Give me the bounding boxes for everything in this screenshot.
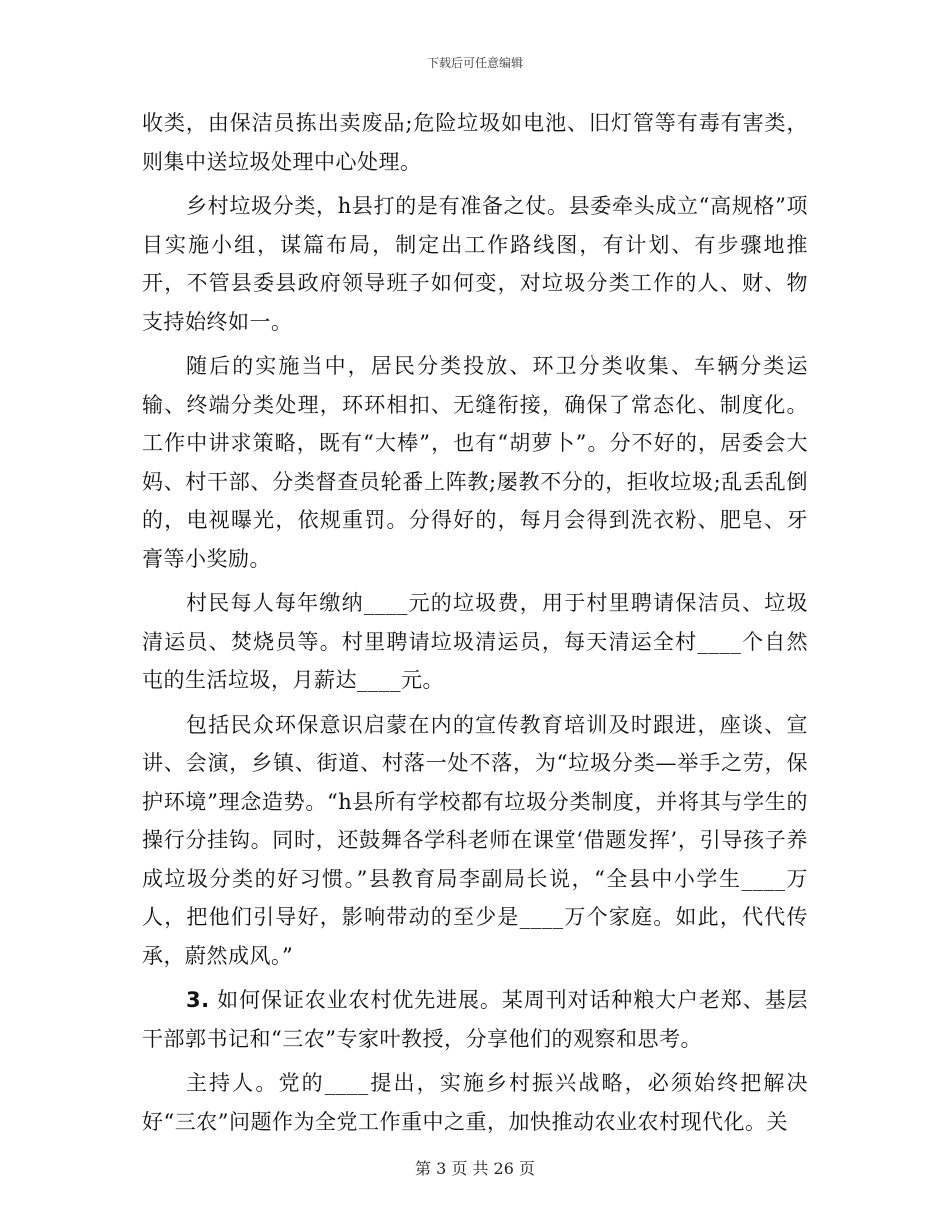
paragraph: 收类，由保洁员拣出卖废品;危险垃圾如电池、旧灯管等有毒有害类，则集中送垃圾处理中心处理。 (142, 111, 808, 174)
paragraph: 村民每人每年缴纳____元的垃圾费，用于村里聘请保洁员、垃圾清运员、焚烧员等。村里聘请垃圾清运员，每天清运全村____个自然屯的生活垃圾，月薪达____元。 (142, 591, 808, 692)
paragraph: 包括民众环保意识启蒙在内的宣传教育培训及时跟进，座谈、宣讲、会演，乡镇、街道、村落一处不落，为“垃圾分类—举手之劳，保护环境”理念造势。“h县所有学校都有垃圾分类制度，并将其与学生的操行分挂钩。同时，还鼓舞各学科老师在课堂‘借题发挥’，引导孩子养成垃圾分类的好习惯。”县教育局李副局长说，“全县中小学生____万人，把他们引导好，影响带动的至少是____万个家庭。如此，代代传承，蔚然成风。” (142, 712, 808, 968)
paragraph: 主持人。党的____提出，实施乡村振兴战略，必须始终把解决好“三农”问题作为全党工作重中之重，加快推动农业农村现代化。关 (142, 1071, 808, 1134)
section-heading-text: 如何保证农业农村优先进展。某周刊对话种粮大户老郑、基层干部郭书记和“三农”专家叶教授，分享他们的观察和思考。 (142, 988, 808, 1051)
section-number: 3. (186, 988, 210, 1012)
paragraph: 乡村垃圾分类，h县打的是有准备之仗。县委牵头成立“高规格”项目实施小组，谋篇布局，制定出工作路线图，有计划、有步骤地推开，不管县委县政府领导班子如何变，对垃圾分类工作的人、财、物支持始终如一。 (142, 194, 808, 334)
section-heading-paragraph (142, 981, 808, 1058)
paragraph: 随后的实施当中，居民分类投放、环卫分类收集、车辆分类运输、终端分类处理，环环相扣、无缝衔接，确保了常态化、制度化。工作中讲求策略，既有“大棒”，也有“胡萝卜”。分不好的，居委会大妈、村干部、分类督查员轮番上阵教;屡教不分的，拒收垃圾;乱丢乱倒的，电视曝光，依规重罚。分得好的，每月会得到洗衣粉、肥皂、牙膏等小奖励。 (142, 354, 808, 571)
document-body (142, 104, 808, 1147)
page-footer: 第 3 页 共 26 页 (415, 1159, 535, 1178)
page-header: 下载后可任意编辑 (426, 56, 523, 70)
